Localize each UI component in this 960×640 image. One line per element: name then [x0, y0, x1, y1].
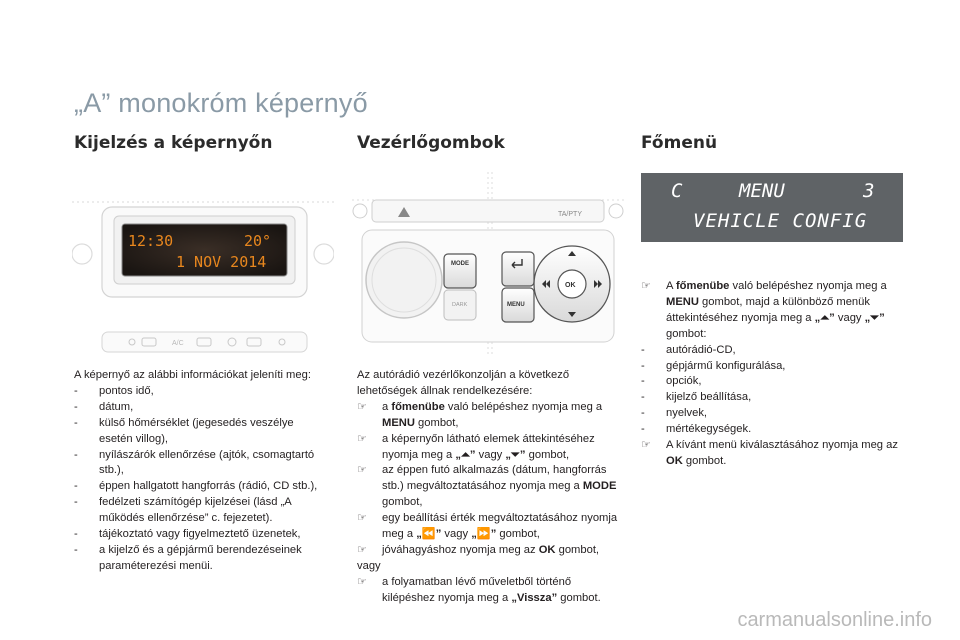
lcd-menu-title: MENU	[739, 180, 785, 202]
page-title: „A” monokróm képernyő	[74, 88, 368, 118]
screen-time: 12:30	[128, 232, 174, 250]
ac-label: A/C	[172, 340, 184, 347]
list-item: ☞ egy beállítási érték megváltoztatásához nyomja meg a „⏪” vagy „⏩” gombot,	[357, 512, 618, 541]
list-item: - fedélzeti számítógép kijelzései (lásd „A működés ellenőrzése” c. fejezetet).	[74, 496, 292, 525]
screen-temperature: 20°	[244, 232, 272, 250]
controls-intro: Az autórádió vezérlőkonzolján a következő lehetőségek állnak rendelkezésére:	[357, 369, 570, 397]
list-item: - opciók,	[641, 375, 702, 388]
list-item: - kijelző beállítása,	[641, 391, 752, 404]
list-item: - autórádió-CD,	[641, 343, 736, 356]
screen-date: 1 NOV 2014	[176, 253, 267, 271]
list-item: - nyílászárók ellenőrzése (ajtók, csomagtartó stb.),	[74, 448, 315, 477]
ok-button-label: OK	[565, 282, 576, 289]
menu-button-label: MENU	[507, 302, 525, 308]
list-item: ☞ jóváhagyáshoz nyomja meg az OK gombot,	[357, 543, 600, 556]
list-item: ☞ A kívánt menü kiválasztásához nyomja meg az OK gombot.	[641, 439, 898, 467]
ta-pty-label: TA/PTY	[558, 211, 582, 218]
list-item: ☞ a képernyőn látható elemek áttekintéséhez nyomja meg a „⏶” vagy „⏷” gombot,	[357, 432, 595, 461]
list-item: ☞ a folyamatban lévő műveletből történő kilépéshez nyomja meg a „Vissza” gombot.	[357, 575, 601, 604]
display-description	[74, 368, 330, 575]
list-item: - külső hőmérséklet (jegesedés veszélye esetén villog),	[74, 416, 294, 445]
list-item: - mértékegységek.	[641, 423, 752, 436]
controls-description	[357, 368, 625, 607]
display-intro: A képernyő az alábbi információkat jeleníti meg:	[74, 369, 311, 381]
list-item: - nyelvek,	[641, 407, 708, 420]
display-heading: Kijelzés a képernyőn	[74, 133, 273, 153]
controls-illustration	[352, 172, 624, 354]
watermark: carmanualsonline.info	[737, 609, 932, 631]
main-menu-description	[641, 279, 905, 470]
list-item: ☞ a főmenübe való belépéshez nyomja meg a MENU gombot,	[357, 400, 603, 429]
list-item: - a kijelző és a gépjármű berendezéseinek paraméterezési menüi.	[74, 543, 302, 572]
list-item: - pontos idő,	[74, 384, 154, 397]
list-item: - dátum,	[74, 400, 134, 413]
display-illustration	[72, 172, 334, 354]
list-item: ☞ A főmenübe való belépéshez nyomja meg a MENU gombot, majd a különböző menük áttekintéséhez nyomja meg a „⏶” vagy „⏷” gombot:	[641, 280, 887, 340]
lcd-right-marker: 3	[863, 180, 875, 202]
controls-heading: Vezérlőgombok	[357, 133, 505, 153]
list-item: ☞ az éppen futó alkalmazás (dátum, hangforrás stb.) megváltoztatásához nyomja meg a MODE gombot,	[357, 464, 617, 509]
or-word: vagy	[357, 559, 381, 572]
lcd-menu-item: VEHICLE CONFIG	[693, 210, 868, 232]
mode-button-label: MODE	[451, 261, 469, 267]
dark-button-label: DARK	[452, 302, 468, 308]
lcd-display	[641, 173, 903, 242]
list-item: - tájékoztató vagy figyelmeztető üzenetek,	[74, 528, 301, 541]
list-item: - gépjármű konfigurálása,	[641, 359, 786, 372]
list-item: - éppen hallgatott hangforrás (rádió, CD stb.),	[74, 480, 318, 493]
lcd-left-marker: C	[671, 180, 683, 202]
main-menu-heading: Főmenü	[641, 133, 718, 153]
